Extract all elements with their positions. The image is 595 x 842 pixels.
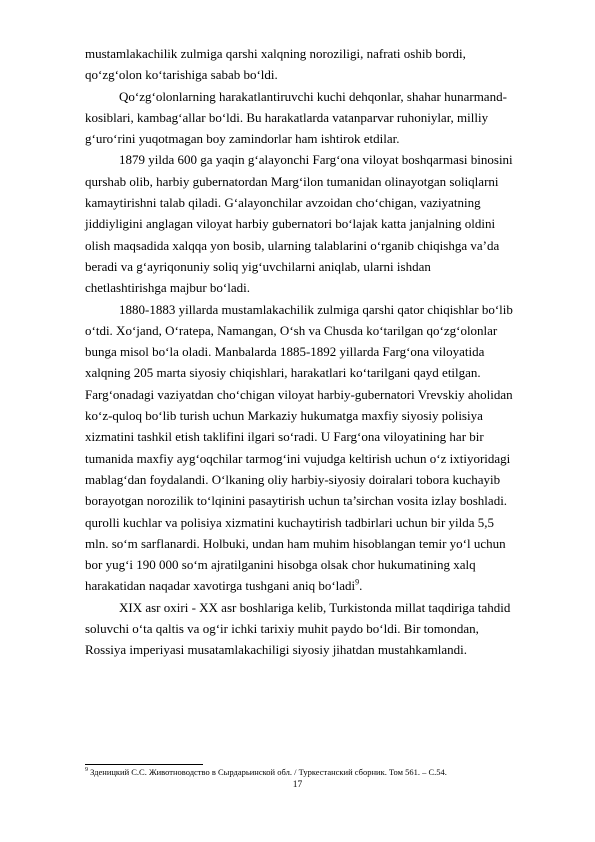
line: g‘uro‘rini yuqotmagan boy zamindorlar ham ishtirok etdilar. [85, 131, 400, 147]
body-text [85, 43, 555, 661]
line: xalqning 205 marta siyosiy chiqishlari, harakatlari ko‘tarilgani qayd etilgan. [85, 365, 481, 381]
paragraph-2 [85, 86, 555, 150]
line: mln. so‘m sarflanardi. Holbuki, undan ham muhim hisoblangan temir yo‘l uchun [85, 535, 506, 551]
line: o‘tdi. Xo‘jand, O‘ratepa, Namangan, O‘sh va Chusda ko‘tarilgan qo‘zg‘olonlar [85, 322, 498, 338]
line: tumanida maxfiy ayg‘oqchilar tarmog‘ini vujudga keltirish uchun o‘z ixtiyoridagi [85, 450, 511, 466]
line: kosiblari, kambag‘allar bo‘ldi. Bu harakatlarda vatanparvar ruhoniylar, milliy [85, 109, 489, 125]
line: jiddiyligini anglagan viloyat harbiy gubernatori bo‘lajak katta janjalning oldini [85, 216, 496, 232]
line: ko‘z-quloq bo‘lib turish uchun Markaziy hukumatga maxfiy siyosiy polisiya [85, 408, 483, 424]
line: soluvchi o‘ta qaltis va og‘ir ichki tarixiy muhit paydo bo‘ldi. Bir tomondan, [85, 621, 479, 637]
line: Qo‘zg‘olonlarning harakatlantiruvchi kuchi dehqonlar, shahar hunarmand- [119, 88, 507, 104]
line: qurshab olib, harbiy gubernatordan Marg‘ilon tumanidan olinayotgan soliqlarni [85, 173, 499, 189]
line: Rossiya imperiyasi musatamlakachiligi siyosiy jihatdan mustahkamlandi. [85, 642, 467, 658]
sentence-end: . [359, 578, 363, 594]
line: mustamlakachilik zulmiga qarshi xalqning noroziligi, nafrati oshib bordi, [85, 46, 466, 61]
line: beradi va g‘ayriqonuniy soliq yig‘uvchilarni aniqlab, ularni ishdan [85, 258, 431, 274]
paragraph-4 [85, 299, 555, 597]
line: bor yug‘i 190 000 so‘m ajratilganini hisobga olsak chor hukumatining xalq [85, 557, 476, 573]
footnote-reference[interactable]: 9 [355, 578, 360, 588]
line: chetlashtirishga majbur bo‘ladi. [85, 280, 250, 296]
line: qurolli kuchlar va polisiya xizmatini kuchaytirish tadbirlari uchun bir yilda 5,5 [85, 514, 495, 530]
line: XIX asr oxiri - XX asr boshlariga kelib, Turkistonda millat taqdiriga tahdid [119, 599, 511, 615]
line: 1880-1883 yillarda mustamlakachilik zulmiga qarshi qator chiqishlar bo‘lib [119, 301, 513, 317]
line: borayotgan norozilik to‘lqinini pasaytirish uchun ta’sirchan vosita izlay boshladi. [85, 493, 508, 509]
footnote [85, 767, 555, 778]
footnote-marker: 9 [85, 767, 88, 774]
line: kamaytirishni talab qiladi. G‘alayonchilar avzoidan cho‘chigan, vaziyatning [85, 195, 481, 211]
line: harakatidan naqadar xavotirga tushgani aniq bo‘ladi [85, 578, 356, 594]
paragraph-3 [85, 149, 555, 298]
line: mablag‘dan foydalandi. O‘lkaning oliy harbiy-siyosiy doiralari tobora kuchayib [85, 471, 501, 487]
line: Farg‘onadagi vaziyatdan cho‘chigan viloyat harbiy-gubernatori Vrevskiy aholidan [85, 386, 513, 402]
line: bunga misol bo‘la oladi. Manbalarda 1885-1892 yillarda Farg‘ona viloyatida [85, 344, 485, 360]
line: xizmatini tashkil etish taklifini ilgari so‘radi. U Farg‘ona viloyatining har bir [85, 429, 484, 445]
footnote-text: Зденицкий С.С. Животноводство в Сырдарьинской обл. / Туркестанский сборник. Том 561. – С.54. [88, 767, 447, 777]
paragraph-5 [85, 597, 555, 661]
footnote-separator [85, 764, 203, 765]
page-number: 17 [292, 780, 303, 790]
line: qo‘zg‘olon ko‘tarishiga sabab bo‘ldi. [85, 67, 278, 83]
paragraph-1 [85, 43, 555, 86]
line: 1879 yilda 600 ga yaqin g‘alayonchi Farg‘ona viloyat boshqarmasi binosini [119, 152, 513, 168]
line: olish maqsadida xalqqa yon bosib, ularning talablarini o‘rganib chiqishga va’da [85, 237, 500, 253]
